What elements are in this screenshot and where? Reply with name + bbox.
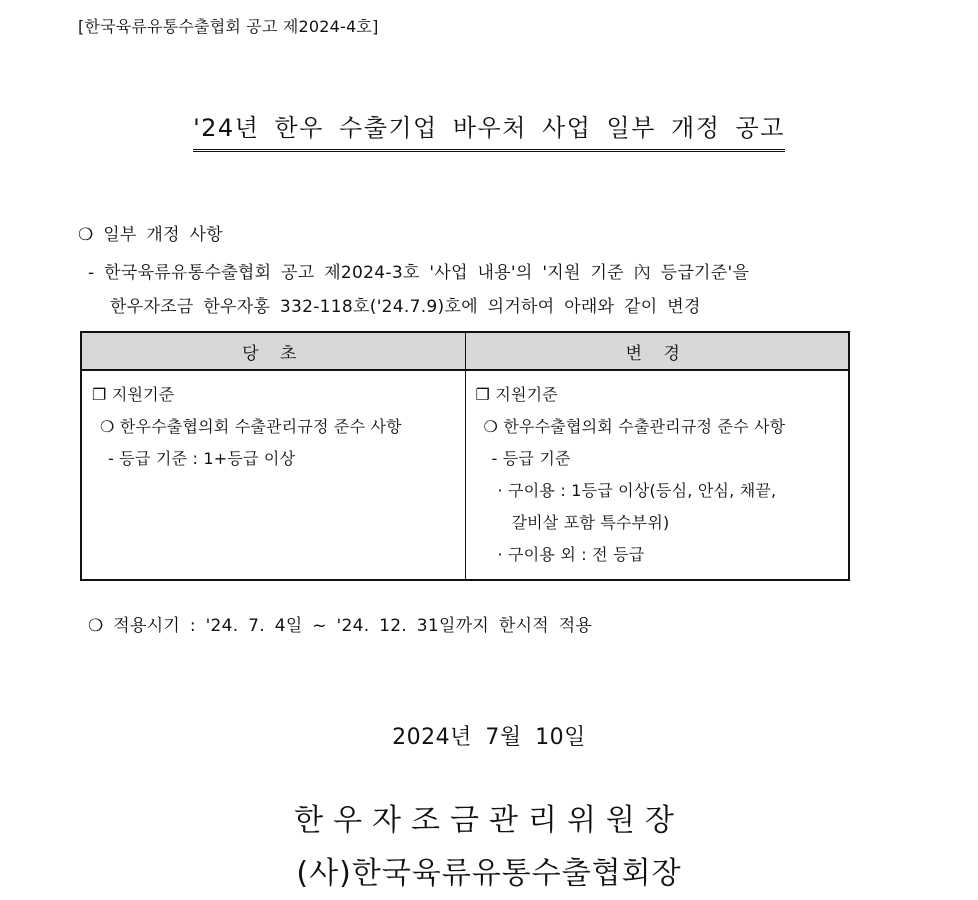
column-header-original: 당 초 <box>81 332 465 370</box>
changed-line-criteria: ❐ 지원기준 <box>475 385 558 404</box>
changed-cell <box>465 370 849 580</box>
original-line-regulation: ❍ 한우수출협의회 수출관리규정 준수 사항 <box>100 417 402 436</box>
column-header-changed: 변 경 <box>465 332 849 370</box>
comparison-table-header-row <box>81 332 849 370</box>
application-period: ❍ 적용시기 : '24. 7. 4일 ~ '24. 12. 31일까지 한시적 적용 <box>88 616 593 636</box>
document-title: '24년 한우 수출기업 바우처 사업 일부 개정 공고 <box>193 108 785 152</box>
changed-line-non-grilling: · 구이용 외 : 전 등급 <box>497 545 645 564</box>
signature-association-president: (사)한국육류유통수출협회장 <box>296 856 682 891</box>
changed-line-regulation: ❍ 한우수출협의회 수출관리규정 준수 사항 <box>483 417 786 436</box>
amendment-description-line1: - 한국육류유통수출협회 공고 제2024-3호 '사업 내용'의 '지원 기준 內 등급기준'을 <box>88 263 750 283</box>
original-line-criteria: ❐ 지원기준 <box>92 385 175 404</box>
amendment-description-line2: 한우자조금 한우자홍 332-118호('24.7.9)호에 의거하여 아래와 같이 변경 <box>110 297 701 317</box>
comparison-table <box>80 331 850 581</box>
comparison-table-row <box>81 370 849 580</box>
section-amendment-heading: ❍ 일부 개정 사항 <box>78 225 223 245</box>
title-container <box>0 108 978 152</box>
notice-number: [한국육류유통수출협회 공고 제2024-4호] <box>78 17 379 36</box>
document-date: 2024년 7월 10일 <box>392 725 586 750</box>
changed-line-special-cuts: 갈비살 포함 특수부위) <box>511 513 670 532</box>
original-cell <box>81 370 465 580</box>
changed-line-grilling: · 구이용 : 1등급 이상(등심, 안심, 채끝, <box>497 481 777 500</box>
signature-committee-chair: 한우자조금관리위원장 <box>294 803 684 838</box>
changed-line-grade: - 등급 기준 <box>491 449 571 468</box>
original-line-grade: - 등급 기준 : 1+등급 이상 <box>108 449 296 468</box>
